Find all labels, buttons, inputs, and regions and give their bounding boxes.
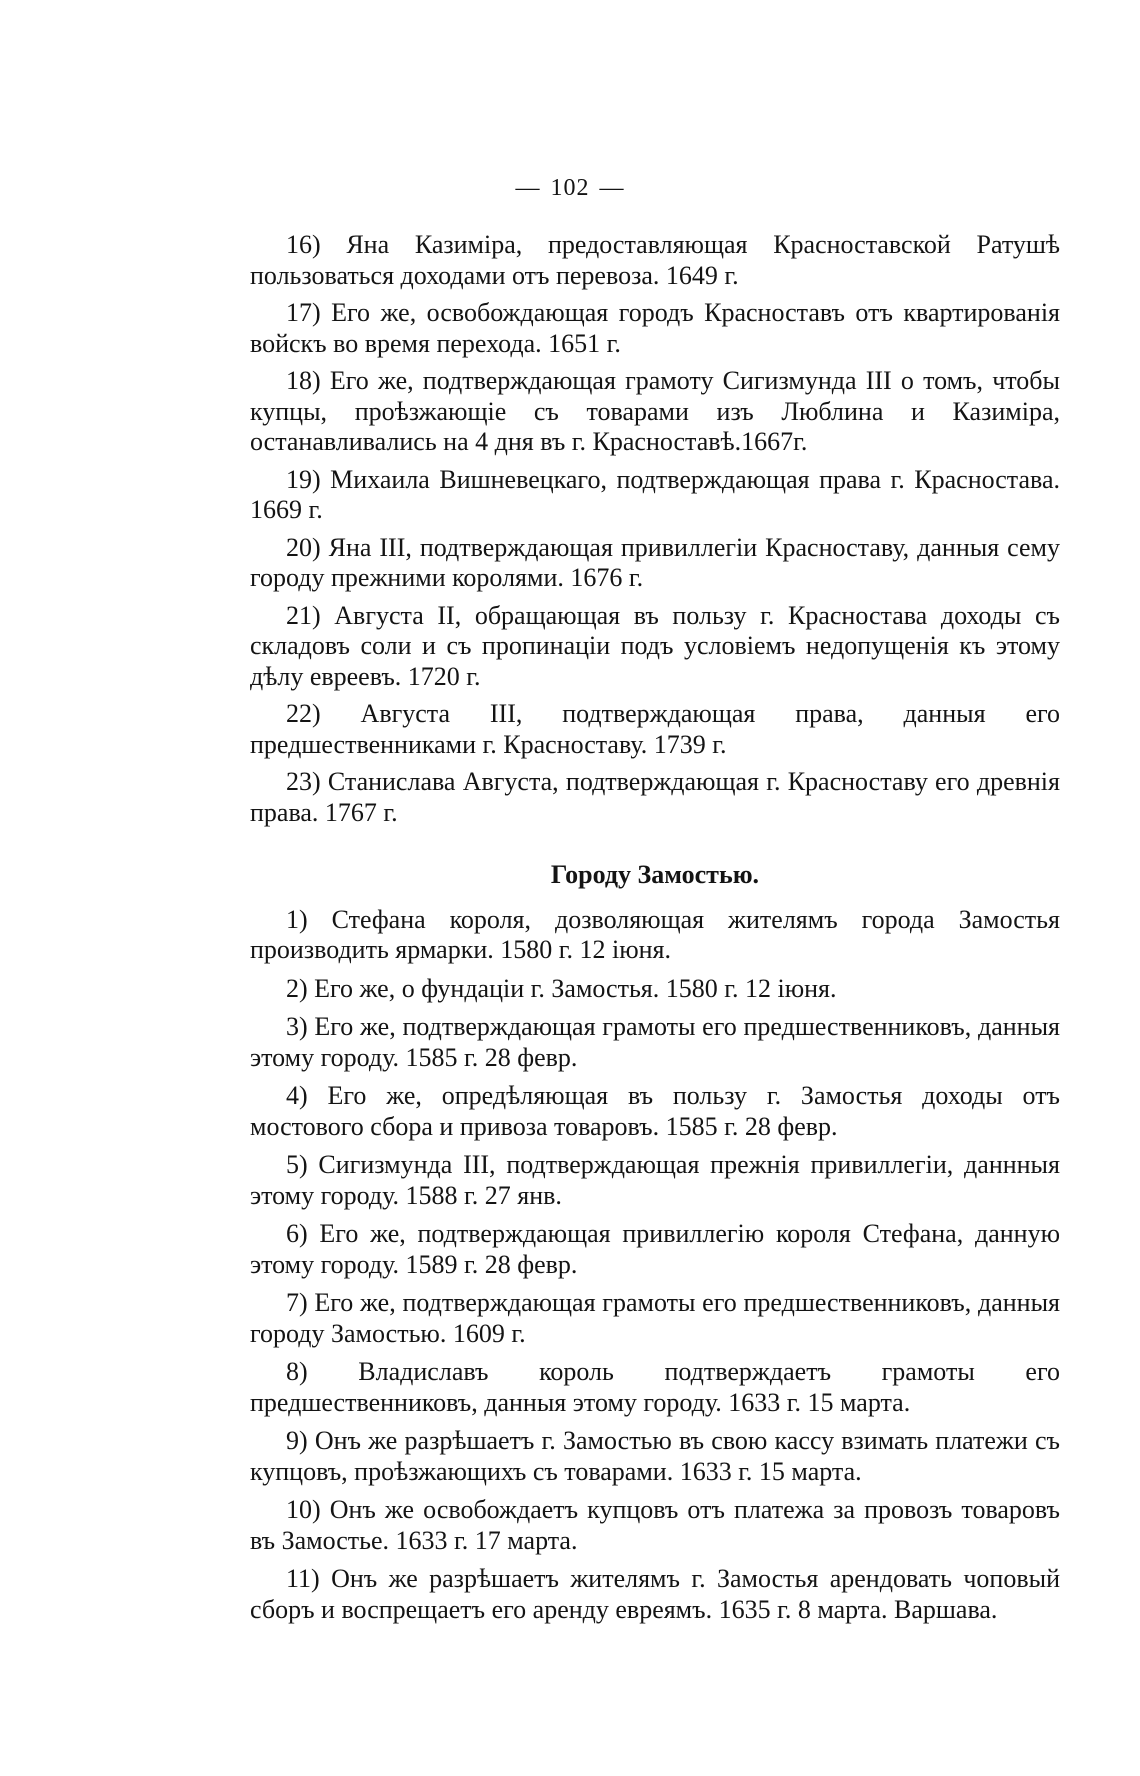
list-item: 10) Онъ же освобождаетъ купцовъ отъ платежа за провозъ товаровъ въ Замостье. 1633 г. 17 марта. <box>250 1495 1060 1555</box>
section-zamosc-entries <box>250 905 1060 1626</box>
list-item: 3) Его же, подтверждающая грамоты его предшественниковъ, данныя этому городу. 1585 г. 28 февр. <box>250 1012 1060 1072</box>
list-item: 22) Августа III, подтверждающая права, данныя его предшественниками г. Красноставу. 1739 г. <box>250 699 1060 759</box>
list-item: 21) Августа II, обращающая въ пользу г. Красностава доходы съ складовъ соли и съ пропинаціи подъ условіемъ недопущенія къ этому дѣлу евреевъ. 1720 г. <box>250 600 1060 691</box>
section-heading: Городу Замостью. <box>550 860 760 889</box>
list-item: 20) Яна III, подтверждающая привиллегіи Красноставу, данныя сему городу прежними королями. 1676 г. <box>250 532 1060 592</box>
list-item: 1) Стефана короля, дозволяющая жителямъ города Замостья производить ярмарки. 1580 г. 12 іюня. <box>250 904 1060 964</box>
page-body <box>250 230 1060 1633</box>
list-item: 17) Его же, освобождающая городъ Красноставъ отъ квартированія войскъ во время перехода. 1651 г. <box>250 298 1060 358</box>
list-item: 11) Онъ же разрѣшаетъ жителямъ г. Замостья арендовать чоповый сборъ и воспрещаетъ его аренду евреямъ. 1635 г. 8 марта. Варшава. <box>250 1564 1060 1624</box>
page-number-value: 102 <box>550 175 590 201</box>
list-item: 4) Его же, опредѣляющая въ пользу г. Замостья доходы отъ мостового сбора и привоза товаровъ. 1585 г. 28 февр. <box>250 1081 1060 1141</box>
list-item: 18) Его же, подтверждающая грамоту Сигизмунда III о томъ, чтобы купцы, проѣзжающіе съ товарами изъ Люблина и Казиміра, останавливались на 4 дня въ г. Красноставѣ.1667г. <box>250 366 1060 456</box>
page-number-dash-left: — <box>515 175 541 201</box>
list-item: 9) Онъ же разрѣшаетъ г. Замостью въ свою кассу взимать платежи съ купцовъ, проѣзжающихъ съ товарами. 1633 г. 15 марта. <box>250 1426 1060 1486</box>
page-number <box>0 175 1140 202</box>
list-item: 7) Его же, подтверждающая грамоты его предшественниковъ, данныя городу Замостью. 1609 г. <box>250 1288 1060 1348</box>
list-item: 23) Станислава Августа, подтверждающая г. Красноставу его древнія права. 1767 г. <box>250 767 1060 827</box>
list-item: 2) Его же, о фундаціи г. Замостья. 1580 г. 12 іюня. <box>286 973 837 1003</box>
list-item: 5) Сигизмунда III, подтверждающая прежнія привиллегіи, даннныя этому городу. 1588 г. 27 янв. <box>250 1150 1060 1210</box>
list-item: 6) Его же, подтверждающая привиллегію короля Стефана, данную этому городу. 1589 г. 28 февр. <box>250 1219 1060 1279</box>
section-krasnostav-entries <box>250 230 1060 828</box>
list-item: 16) Яна Казиміра, предоставляющая Красноставской Ратушѣ пользоваться доходами отъ перевоза. 1649 г. <box>250 230 1060 290</box>
list-item: 19) Михаила Вишневецкаго, подтверждающая права г. Красностава. 1669 г. <box>250 464 1060 524</box>
list-item: 8) Владиславъ король подтверждаетъ грамоты его предшественниковъ, данныя этому городу. 1633 г. 15 марта. <box>250 1357 1060 1417</box>
page-number-dash-right: — <box>599 175 625 201</box>
